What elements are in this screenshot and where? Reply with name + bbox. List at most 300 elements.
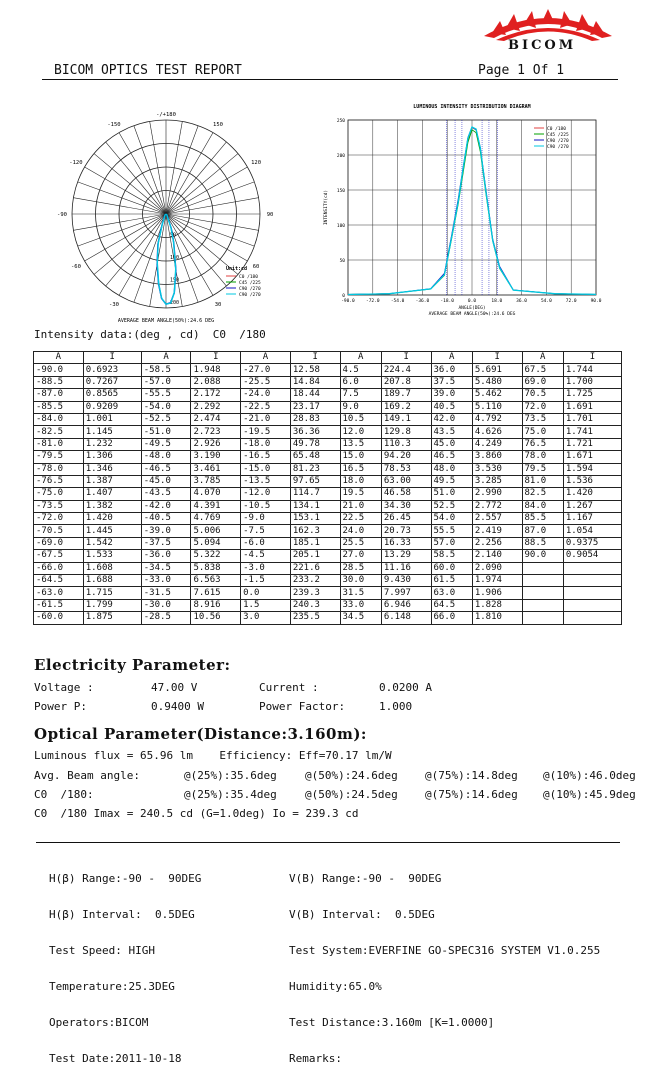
- power-factor-value: 1.000: [379, 700, 413, 713]
- table-cell: 69.0: [522, 376, 563, 388]
- x-axis-label: ANGLE(DEG): [458, 306, 486, 311]
- table-cell: -69.0: [34, 537, 84, 549]
- table-cell: 2.723: [191, 426, 241, 438]
- polar-legend-label: C90 /270: [239, 287, 261, 292]
- footer-temperature: Temperature:25.3DEG: [49, 980, 175, 993]
- logo-text: BICOM: [508, 38, 577, 53]
- footer-rule: [36, 842, 620, 843]
- y-tick-label: 150: [336, 189, 345, 194]
- current-value: 0.0200 A: [379, 681, 432, 694]
- footer-test-date: Test Date:2011-10-18: [49, 1052, 182, 1065]
- table-row: [34, 525, 622, 537]
- table-cell: -25.5: [241, 376, 291, 388]
- table-cell: 45.0: [431, 438, 472, 450]
- table-cell: 54.0: [431, 513, 472, 525]
- beam-75: @(75%):14.8deg: [425, 769, 518, 782]
- power-label: Power P:: [34, 700, 87, 713]
- table-cell: -88.5: [34, 376, 84, 388]
- table-cell: -51.0: [141, 426, 191, 438]
- c0-label: C0 /180:: [34, 788, 94, 801]
- col-header: I: [290, 352, 340, 364]
- table-cell: 88.5: [522, 537, 563, 549]
- col-header: A: [522, 352, 563, 364]
- table-cell: 16.33: [381, 537, 431, 549]
- table-cell: 18.44: [290, 389, 340, 401]
- table-cell: 28.5: [340, 562, 381, 574]
- table-row: [34, 426, 622, 438]
- table-cell: -90.0: [34, 364, 84, 376]
- table-cell: [563, 599, 621, 611]
- x-tick-label: -18.0: [440, 299, 454, 304]
- table-cell: 37.5: [431, 376, 472, 388]
- table-cell: -30.0: [141, 599, 191, 611]
- table-cell: 235.5: [290, 612, 340, 624]
- polar-angle-label: 30: [214, 302, 222, 309]
- table-cell: 43.5: [431, 426, 472, 438]
- table-cell: 15.0: [340, 451, 381, 463]
- table-cell: -19.5: [241, 426, 291, 438]
- voltage-label: Voltage :: [34, 681, 94, 694]
- footer-h-interval: H(β) Interval: 0.5DEG: [49, 908, 195, 921]
- table-cell: 82.5: [522, 488, 563, 500]
- table-cell: 67.5: [522, 364, 563, 376]
- table-cell: 2.990: [472, 488, 522, 500]
- beam-label: Avg. Beam angle:: [34, 769, 140, 782]
- power-factor-label: Power Factor:: [259, 700, 346, 713]
- table-row: [34, 438, 622, 450]
- table-cell: 6.0: [340, 376, 381, 388]
- footer-v-range: V(B) Range:-90 - 90DEG: [289, 872, 442, 885]
- table-row: [34, 550, 622, 562]
- table-cell: 129.8: [381, 426, 431, 438]
- table-cell: 0.8565: [83, 389, 141, 401]
- table-cell: -22.5: [241, 401, 291, 413]
- table-cell: 25.5: [340, 537, 381, 549]
- table-cell: 207.8: [381, 376, 431, 388]
- table-cell: -75.0: [34, 488, 84, 500]
- table-cell: -58.5: [141, 364, 191, 376]
- table-cell: 66.0: [431, 612, 472, 624]
- table-cell: 110.3: [381, 438, 431, 450]
- table-cell: 5.462: [472, 389, 522, 401]
- footer-operators: Operators:BICOM: [49, 1016, 149, 1029]
- table-cell: 162.3: [290, 525, 340, 537]
- table-cell: 31.5: [340, 587, 381, 599]
- table-cell: 1.145: [83, 426, 141, 438]
- table-cell: 2.557: [472, 513, 522, 525]
- footer-left: [49, 849, 201, 1077]
- x-tick-label: -54.0: [390, 299, 405, 304]
- table-cell: 97.65: [290, 475, 340, 487]
- table-cell: 78.0: [522, 451, 563, 463]
- table-cell: 239.3: [290, 587, 340, 599]
- table-cell: 1.875: [83, 612, 141, 624]
- table-cell: 2.172: [191, 389, 241, 401]
- table-cell: 6.563: [191, 575, 241, 587]
- table-cell: 9.0: [340, 401, 381, 413]
- footer-remarks: Remarks:: [289, 1052, 342, 1065]
- x-tick-label: 72.0: [565, 299, 577, 304]
- table-cell: -70.5: [34, 525, 84, 537]
- table-cell: 0.9209: [83, 401, 141, 413]
- table-cell: 2.256: [472, 537, 522, 549]
- x-tick-label: -36.0: [415, 299, 430, 304]
- table-cell: 114.7: [290, 488, 340, 500]
- y-axis-label: INTENSITY(cd): [324, 189, 329, 226]
- table-cell: -54.0: [141, 401, 191, 413]
- table-row: [34, 513, 622, 525]
- table-cell: 16.5: [340, 463, 381, 475]
- table-cell: -12.0: [241, 488, 291, 500]
- table-cell: [522, 587, 563, 599]
- table-cell: 81.0: [522, 475, 563, 487]
- polar-angle-label: -90: [57, 212, 67, 218]
- x-tick-label: 36.0: [516, 299, 528, 304]
- legend-label: C45 /225: [547, 133, 569, 138]
- table-cell: 2.419: [472, 525, 522, 537]
- table-cell: 3.785: [191, 475, 241, 487]
- table-cell: 46.58: [381, 488, 431, 500]
- table-cell: 60.0: [431, 562, 472, 574]
- col-header: A: [241, 352, 291, 364]
- table-cell: 10.5: [340, 413, 381, 425]
- table-cell: -27.0: [241, 364, 291, 376]
- table-row: [34, 376, 622, 388]
- table-cell: -6.0: [241, 537, 291, 549]
- table-cell: 48.0: [431, 463, 472, 475]
- table-cell: 1.688: [83, 575, 141, 587]
- table-cell: [522, 575, 563, 587]
- x-tick-label: -90.0: [341, 299, 355, 304]
- c0-75: @(75%):14.6deg: [425, 788, 518, 801]
- table-cell: 22.5: [340, 513, 381, 525]
- table-cell: 10.56: [191, 612, 241, 624]
- table-cell: 20.73: [381, 525, 431, 537]
- table-cell: 49.5: [431, 475, 472, 487]
- table-cell: -40.5: [141, 513, 191, 525]
- table-cell: 0.0: [241, 587, 291, 599]
- polar-angle-label: -30: [109, 302, 119, 309]
- table-cell: 3.285: [472, 475, 522, 487]
- polar-angle-label: 150: [213, 121, 223, 128]
- table-cell: 1.608: [83, 562, 141, 574]
- chart-title: LUMINOUS INTENSITY DISTRIBUTION DIAGRAM: [413, 104, 531, 110]
- table-cell: 6.148: [381, 612, 431, 624]
- table-row: [34, 463, 622, 475]
- table-cell: 34.30: [381, 500, 431, 512]
- table-cell: 27.0: [340, 550, 381, 562]
- polar-radial-label: 100: [170, 255, 180, 262]
- footer-v-interval: V(B) Interval: 0.5DEG: [289, 908, 435, 921]
- table-cell: 11.16: [381, 562, 431, 574]
- table-cell: 63.00: [381, 475, 431, 487]
- current-label: Current :: [259, 681, 319, 694]
- table-cell: -87.0: [34, 389, 84, 401]
- table-row: [34, 389, 622, 401]
- table-cell: -31.5: [141, 587, 191, 599]
- beam-10: @(10%):46.0deg: [543, 769, 636, 782]
- table-cell: 7.997: [381, 587, 431, 599]
- table-cell: 4.5: [340, 364, 381, 376]
- polar-caption: AVERAGE BEAM ANGLE(50%):24.6 DEG: [117, 318, 215, 324]
- table-cell: [522, 612, 563, 624]
- table-row: [34, 612, 622, 624]
- table-cell: -13.5: [241, 475, 291, 487]
- table-cell: -76.5: [34, 475, 84, 487]
- table-cell: -81.0: [34, 438, 84, 450]
- table-row: [34, 575, 622, 587]
- polar-legend-title: Unit:cd: [226, 266, 248, 272]
- table-cell: [522, 562, 563, 574]
- table-cell: 233.2: [290, 575, 340, 587]
- table-cell: 2.090: [472, 562, 522, 574]
- polar-angle-label: 120: [251, 160, 262, 166]
- table-row: [34, 587, 622, 599]
- table-cell: 5.094: [191, 537, 241, 549]
- intensity-distribution-chart: [318, 98, 608, 320]
- table-cell: 4.626: [472, 426, 522, 438]
- table-cell: 0.9375: [563, 537, 621, 549]
- table-cell: 1.701: [563, 413, 621, 425]
- table-cell: 58.5: [431, 550, 472, 562]
- table-cell: 1.594: [563, 463, 621, 475]
- table-cell: 153.1: [290, 513, 340, 525]
- table-cell: 2.088: [191, 376, 241, 388]
- polar-angle-label: -120: [69, 160, 83, 166]
- footer-humidity: Humidity:65.0%: [289, 980, 382, 993]
- col-header: I: [381, 352, 431, 364]
- table-cell: 13.5: [340, 438, 381, 450]
- table-cell: 39.0: [431, 389, 472, 401]
- table-cell: 23.17: [290, 401, 340, 413]
- table-cell: 75.0: [522, 426, 563, 438]
- table-cell: 51.0: [431, 488, 472, 500]
- table-cell: 72.0: [522, 401, 563, 413]
- table-cell: -37.5: [141, 537, 191, 549]
- table-row: [34, 500, 622, 512]
- table-cell: -45.0: [141, 475, 191, 487]
- table-cell: 5.838: [191, 562, 241, 574]
- table-cell: 1.267: [563, 500, 621, 512]
- polar-legend-label: C45 /225: [239, 281, 261, 286]
- footer-test-speed: Test Speed: HIGH: [49, 944, 155, 957]
- table-cell: -49.5: [141, 438, 191, 450]
- table-cell: 1.306: [83, 451, 141, 463]
- polar-angle-label: -150: [107, 121, 121, 128]
- table-cell: 64.5: [431, 599, 472, 611]
- table-cell: -79.5: [34, 451, 84, 463]
- table-cell: 1.536: [563, 475, 621, 487]
- table-cell: 84.0: [522, 500, 563, 512]
- table-cell: 46.5: [431, 451, 472, 463]
- table-row: [34, 475, 622, 487]
- table-cell: -1.5: [241, 575, 291, 587]
- table-cell: 1.744: [563, 364, 621, 376]
- flux-line: Luminous flux = 65.96 lm Efficiency: Eff=70.17 lm/W: [34, 749, 392, 762]
- optical-title: Optical Parameter(Distance:3.160m):: [34, 725, 367, 743]
- table-cell: 6.946: [381, 599, 431, 611]
- table-row: [34, 413, 622, 425]
- x-tick-label: 18.0: [491, 299, 503, 304]
- table-cell: -43.5: [141, 488, 191, 500]
- table-cell: 13.29: [381, 550, 431, 562]
- table-cell: 78.53: [381, 463, 431, 475]
- table-cell: 0.6923: [83, 364, 141, 376]
- report-title: BICOM OPTICS TEST REPORT: [54, 63, 242, 78]
- table-cell: 1.799: [83, 599, 141, 611]
- polar-legend-label: C90 /270: [239, 293, 261, 298]
- table-cell: 1.542: [83, 537, 141, 549]
- table-cell: 205.1: [290, 550, 340, 562]
- legend-label: C90 /270: [547, 145, 569, 150]
- table-cell: 61.5: [431, 575, 472, 587]
- table-cell: 5.480: [472, 376, 522, 388]
- legend-label: C90 /270: [547, 139, 569, 144]
- table-cell: 2.140: [472, 550, 522, 562]
- table-cell: [563, 562, 621, 574]
- table-row: [34, 488, 622, 500]
- y-tick-label: 0: [342, 294, 345, 299]
- table-cell: 149.1: [381, 413, 431, 425]
- table-cell: 1.001: [83, 413, 141, 425]
- table-cell: -72.0: [34, 513, 84, 525]
- table-cell: 5.691: [472, 364, 522, 376]
- footer-h-range: H(β) Range:-90 - 90DEG: [49, 872, 202, 885]
- col-header: I: [83, 352, 141, 364]
- intensity-title: Intensity data:(deg , cd) C0 /180: [34, 328, 266, 341]
- table-cell: 1.974: [472, 575, 522, 587]
- table-cell: -39.0: [141, 525, 191, 537]
- table-cell: 34.5: [340, 612, 381, 624]
- table-row: [34, 401, 622, 413]
- table-cell: -82.5: [34, 426, 84, 438]
- table-cell: 1.828: [472, 599, 522, 611]
- table-cell: 1.420: [563, 488, 621, 500]
- col-header: A: [431, 352, 472, 364]
- table-row: [34, 562, 622, 574]
- table-cell: 87.0: [522, 525, 563, 537]
- beam-25: @(25%):35.6deg: [184, 769, 277, 782]
- table-cell: 134.1: [290, 500, 340, 512]
- table-cell: 1.420: [83, 513, 141, 525]
- chart-caption: AVERAGE BEAM ANGLE(50%):24.6 DEG: [428, 312, 516, 317]
- table-cell: -36.0: [141, 550, 191, 562]
- table-cell: 1.700: [563, 376, 621, 388]
- table-cell: 28.83: [290, 413, 340, 425]
- polar-angle-label: 60: [252, 264, 260, 270]
- table-cell: 0.7267: [83, 376, 141, 388]
- table-row: [34, 451, 622, 463]
- table-cell: [522, 599, 563, 611]
- table-cell: 63.0: [431, 587, 472, 599]
- table-cell: 14.84: [290, 376, 340, 388]
- table-cell: -9.0: [241, 513, 291, 525]
- intensity-table: [33, 351, 622, 625]
- table-cell: 36.36: [290, 426, 340, 438]
- table-cell: -57.0: [141, 376, 191, 388]
- table-cell: 70.5: [522, 389, 563, 401]
- x-tick-label: 54.0: [540, 299, 552, 304]
- table-cell: -55.5: [141, 389, 191, 401]
- table-cell: -3.0: [241, 562, 291, 574]
- imax-line: C0 /180 Imax = 240.5 cd (G=1.0deg) Io = 239.3 cd: [34, 807, 359, 820]
- table-cell: 3.190: [191, 451, 241, 463]
- table-cell: 2.926: [191, 438, 241, 450]
- table-cell: 3.0: [241, 612, 291, 624]
- table-cell: 3.860: [472, 451, 522, 463]
- table-cell: -73.5: [34, 500, 84, 512]
- table-cell: -18.0: [241, 438, 291, 450]
- table-cell: 4.769: [191, 513, 241, 525]
- table-cell: -33.0: [141, 575, 191, 587]
- col-header: I: [191, 352, 241, 364]
- voltage-value: 47.00 V: [151, 681, 198, 694]
- table-cell: 224.4: [381, 364, 431, 376]
- c0-50: @(50%):24.5deg: [305, 788, 398, 801]
- table-cell: 36.0: [431, 364, 472, 376]
- table-cell: 5.110: [472, 401, 522, 413]
- table-cell: -15.0: [241, 463, 291, 475]
- c0-25: @(25%):35.4deg: [184, 788, 277, 801]
- table-cell: 1.232: [83, 438, 141, 450]
- table-cell: 0.9054: [563, 550, 621, 562]
- table-cell: -10.5: [241, 500, 291, 512]
- table-cell: 4.249: [472, 438, 522, 450]
- table-cell: -84.0: [34, 413, 84, 425]
- table-row: [34, 537, 622, 549]
- table-cell: 94.20: [381, 451, 431, 463]
- power-value: 0.9400 W: [151, 700, 204, 713]
- col-header: A: [340, 352, 381, 364]
- table-cell: 26.45: [381, 513, 431, 525]
- table-cell: 12.58: [290, 364, 340, 376]
- polar-angle-label: -60: [70, 264, 81, 270]
- table-cell: 7.5: [340, 389, 381, 401]
- table-cell: 1.715: [83, 587, 141, 599]
- table-cell: -66.0: [34, 562, 84, 574]
- table-cell: 7.615: [191, 587, 241, 599]
- table-cell: 4.792: [472, 413, 522, 425]
- table-cell: 221.6: [290, 562, 340, 574]
- polar-radial-label: 50: [170, 232, 177, 239]
- table-cell: 1.167: [563, 513, 621, 525]
- col-header: A: [34, 352, 84, 364]
- table-cell: -4.5: [241, 550, 291, 562]
- polar-chart: [48, 100, 294, 328]
- x-tick-label: -72.0: [366, 299, 380, 304]
- table-cell: [563, 587, 621, 599]
- table-cell: 1.407: [83, 488, 141, 500]
- polar-top-label: -/+180: [156, 112, 176, 118]
- y-tick-label: 100: [336, 224, 345, 229]
- table-cell: -21.0: [241, 413, 291, 425]
- table-cell: 1.691: [563, 401, 621, 413]
- table-cell: -64.5: [34, 575, 84, 587]
- table-cell: 42.0: [431, 413, 472, 425]
- page-label: Page 1 Of 1: [478, 63, 565, 78]
- table-cell: -7.5: [241, 525, 291, 537]
- table-cell: 57.0: [431, 537, 472, 549]
- table-cell: 33.0: [340, 599, 381, 611]
- table-cell: [563, 575, 621, 587]
- c0-10: @(10%):45.9deg: [543, 788, 636, 801]
- table-cell: 21.0: [340, 500, 381, 512]
- table-cell: 1.948: [191, 364, 241, 376]
- table-cell: 1.5: [241, 599, 291, 611]
- table-cell: -85.5: [34, 401, 84, 413]
- table-cell: -67.5: [34, 550, 84, 562]
- x-tick-label: 90.0: [590, 299, 602, 304]
